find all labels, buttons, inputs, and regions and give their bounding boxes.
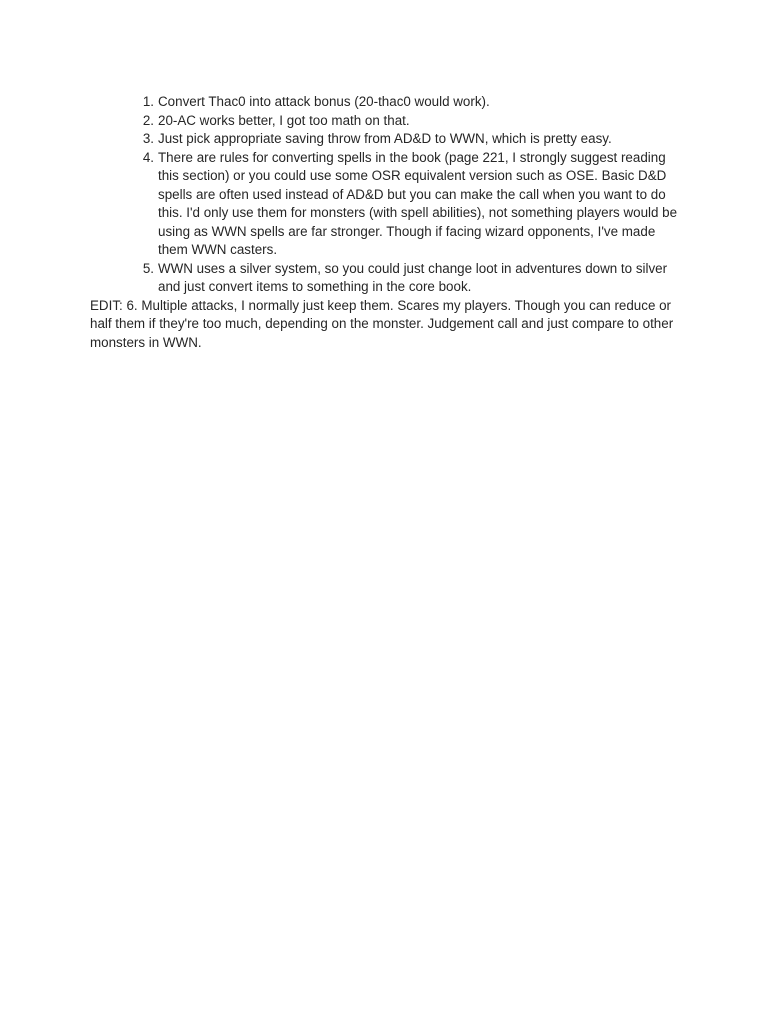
document-page [90,93,682,352]
list-item-number: 2. [142,112,154,128]
list-item-text: 20-AC works better, I got too math on that. [158,112,410,128]
list-item-number: 5. [142,260,154,276]
list-item [90,260,682,297]
list-item-number: 3. [142,131,154,146]
list-item-text: Just pick appropriate saving throw from AD&D to WWN, which is pretty easy. [158,131,612,146]
list-item-number: 4. [142,149,154,165]
list-item [90,93,682,112]
list-item-number: 1. [142,94,154,109]
list-item-text: There are rules for converting spells in the book (page 221, I strongly suggest reading this section) or you could use some OSR equivalent version such as OSE. Basic D&D spells are often used instead of AD&D but you can make the call when you want to do this. I'd only use them for monsters (with spell abilities), not something players would be using as WWN spells are far stronger. Though if facing wizard opponents, I've made them WWN casters. [158,149,678,257]
list-item-text: WWN uses a silver system, so you could just change loot in adventures down to silver and just convert items to something in the core book. [158,260,668,294]
list-item [90,112,682,131]
list-item-text: Convert Thac0 into attack bonus (20-thac0 would work). [158,94,490,109]
edit-note: EDIT: 6. Multiple attacks, I normally just keep them. Scares my players. Though you can reduce or half them if they're too much, depending on the monster. Judgement call and just compare to other monsters in WWN. [90,297,674,350]
list-item [90,149,682,260]
list-item [90,130,682,149]
numbered-list [90,93,682,297]
